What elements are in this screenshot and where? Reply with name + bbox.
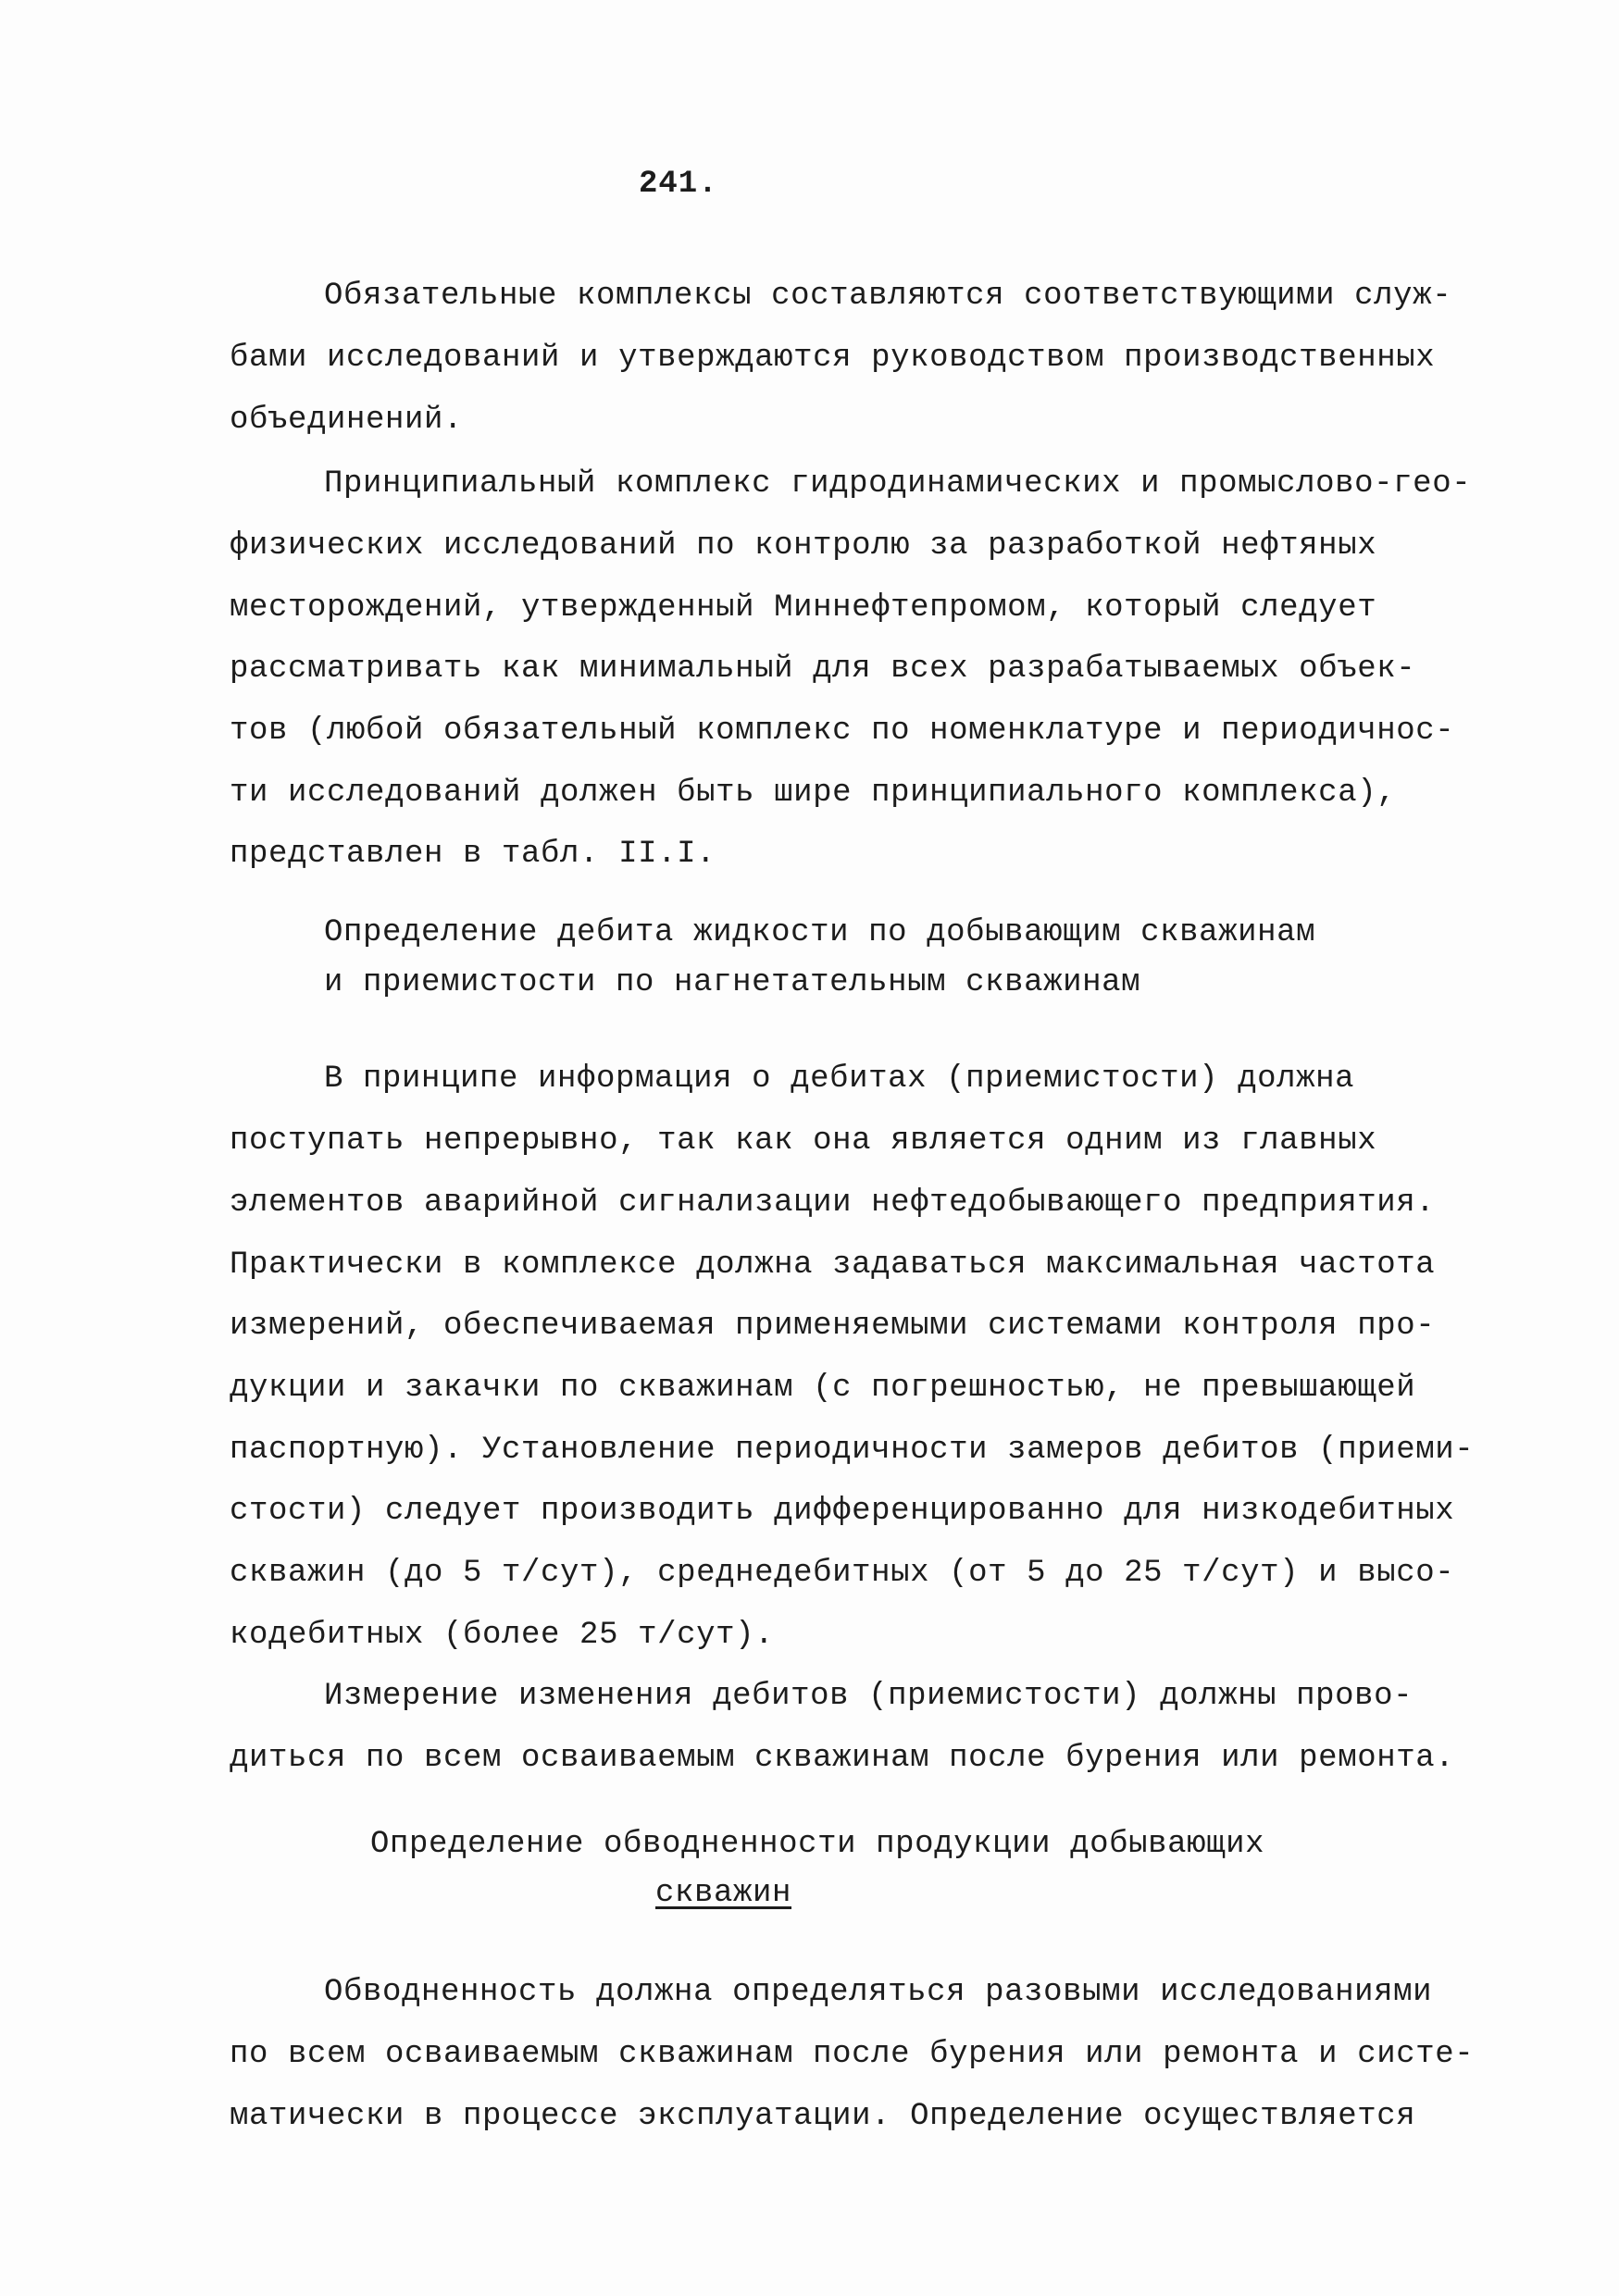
section-heading-1-line-2: и приемистости по нагнетательным скважинам — [324, 965, 1141, 1000]
paragraph-3-line-8: стости) следует производить дифференцированно для низкодебитных — [230, 1494, 1455, 1529]
paragraph-3-line-7: паспортную). Установление периодичности замеров дебитов (приеми- — [230, 1433, 1475, 1468]
paragraph-3-line-3: элементов аварийной сигнализации нефтедобывающего предприятия. — [230, 1185, 1436, 1221]
section-heading-1-line-1: Определение дебита жидкости по добывающим скважинам — [324, 915, 1316, 950]
paragraph-3-line-10: кодебитных (более 25 т/сут). — [230, 1618, 775, 1653]
paragraph-4-line-1: Измерение изменения дебитов (приемистости) должны прово- — [324, 1679, 1414, 1714]
paragraph-5-line-1: Обводненность должна определяться разовыми исследованиями — [324, 1975, 1433, 2010]
paragraph-2-line-6: ти исследований должен быть шире принципиального комплекса), — [230, 776, 1397, 811]
paragraph-5-line-3: матически в процессе эксплуатации. Определение осуществляется — [230, 2099, 1416, 2134]
paragraph-1-line-3: объединений. — [230, 403, 464, 438]
paragraph-2-line-1: Принципиальный комплекс гидродинамических и промыслово-гео- — [324, 466, 1472, 502]
paragraph-3-line-2: поступать непрерывно, так как она является одним из главных — [230, 1123, 1377, 1159]
paragraph-1-line-1: Обязательные комплексы составляются соответствующими служ- — [324, 279, 1452, 314]
paragraph-4-line-2: диться по всем осваиваемым скважинам после бурения или ремонта. — [230, 1741, 1455, 1776]
page-number: 241. — [639, 167, 718, 202]
paragraph-3-line-4: Практически в комплексе должна задаваться максимальная частота — [230, 1247, 1436, 1283]
paragraph-2-line-2: физических исследований по контролю за разработкой нефтяных — [230, 528, 1377, 564]
section-heading-2-line-2: скважин — [655, 1876, 792, 1911]
paragraph-5-line-2: по всем осваиваемым скважинам после бурения или ремонта и систе- — [230, 2037, 1475, 2072]
paragraph-2-line-5: тов (любой обязательный комплекс по номенклатуре и периодичнос- — [230, 714, 1455, 749]
paragraph-2-line-4: рассматривать как минимальный для всех разрабатываемых объек- — [230, 652, 1416, 687]
paragraph-3-line-9: скважин (до 5 т/сут), среднедебитных (от 5 до 25 т/сут) и высо- — [230, 1556, 1455, 1591]
paragraph-3-line-5: измерений, обеспечиваемая применяемыми системами контроля про- — [230, 1309, 1436, 1344]
paragraph-2-line-7: представлен в табл. II.I. — [230, 837, 716, 872]
section-heading-2-line-1: Определение обводненности продукции добывающих — [370, 1827, 1265, 1862]
paragraph-2-line-3: месторождений, утвержденный Миннефтепромом, который следует — [230, 590, 1377, 626]
paragraph-3-line-1: В принципе информация о дебитах (приемистости) должна — [324, 1061, 1355, 1097]
paragraph-3-line-6: дукции и закачки по скважинам (с погрешностью, не превышающей — [230, 1371, 1416, 1406]
paragraph-1-line-2: бами исследований и утверждаются руководством производственных — [230, 341, 1436, 376]
